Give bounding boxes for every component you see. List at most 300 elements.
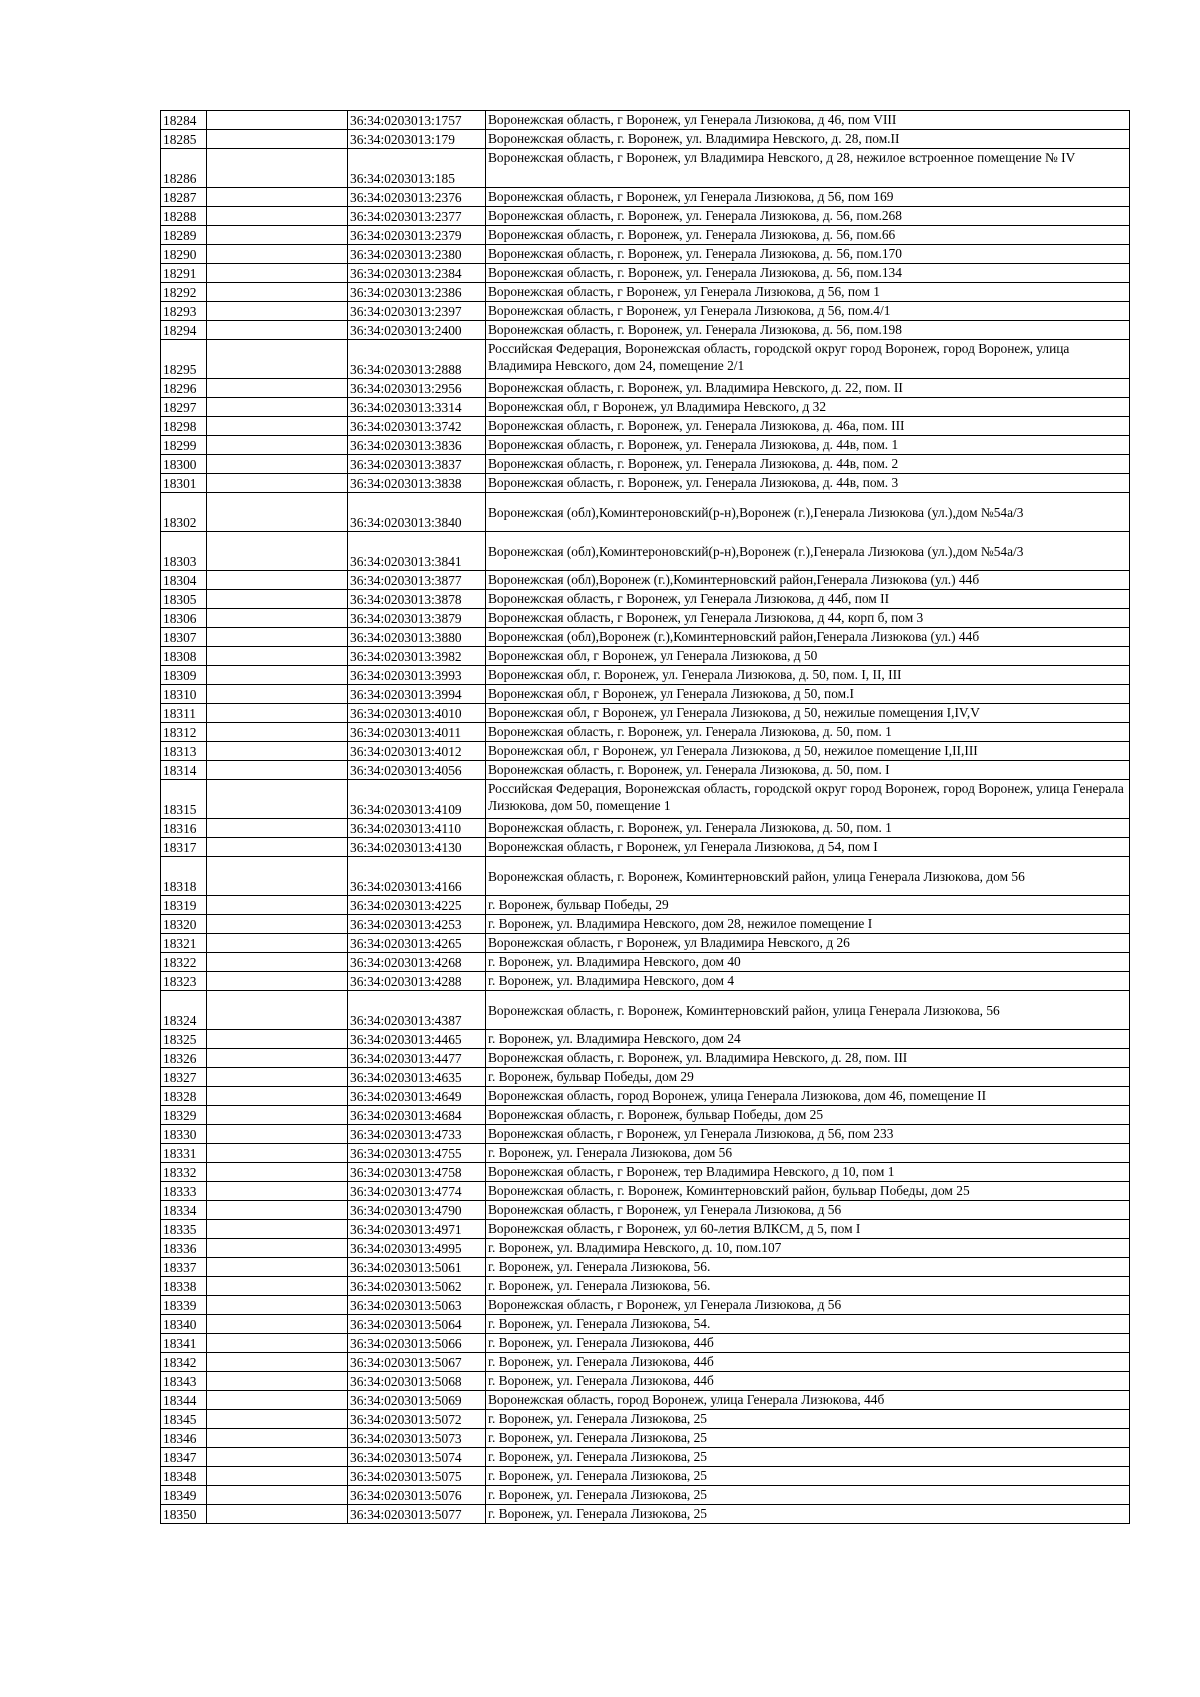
cadastral-number-cell: 36:34:0203013:4010 xyxy=(348,704,486,723)
row-number-cell: 18320 xyxy=(161,915,207,934)
empty-cell xyxy=(207,628,348,647)
empty-cell xyxy=(207,857,348,896)
empty-cell xyxy=(207,417,348,436)
row-number-cell: 18291 xyxy=(161,264,207,283)
cadastral-number-cell: 36:34:0203013:5072 xyxy=(348,1410,486,1429)
table-row xyxy=(161,1087,1130,1106)
address-cell: Воронежская область, г. Воронеж, ул. Генерала Лизюкова, д. 56, пом.268 xyxy=(486,207,1130,226)
table-row xyxy=(161,1220,1130,1239)
cadastral-number-cell: 36:34:0203013:3880 xyxy=(348,628,486,647)
cadastral-number-cell: 36:34:0203013:3993 xyxy=(348,666,486,685)
address-cell: Воронежская обл, г Воронеж, ул Генерала Лизюкова, д 50, нежилые помещения I,IV,V xyxy=(486,704,1130,723)
row-number-cell: 18300 xyxy=(161,455,207,474)
table-row xyxy=(161,532,1130,571)
address-cell: Воронежская область, г Воронеж, ул Генерала Лизюкова, д 56, пом 233 xyxy=(486,1125,1130,1144)
table-row xyxy=(161,340,1130,379)
row-number-cell: 18338 xyxy=(161,1277,207,1296)
cadastral-number-cell: 36:34:0203013:179 xyxy=(348,130,486,149)
address-cell: Воронежская область, г Воронеж, тер Владимира Невского, д 10, пом 1 xyxy=(486,1163,1130,1182)
row-number-cell: 18310 xyxy=(161,685,207,704)
table-row xyxy=(161,896,1130,915)
address-cell: Воронежская обл, г Воронеж, ул Генерала Лизюкова, д 50, нежилое помещение I,II,III xyxy=(486,742,1130,761)
address-cell: Воронежская область, г. Воронеж, ул. Генерала Лизюкова, д. 46а, пом. III xyxy=(486,417,1130,436)
table-row xyxy=(161,1106,1130,1125)
row-number-cell: 18326 xyxy=(161,1049,207,1068)
table-row xyxy=(161,1391,1130,1410)
row-number-cell: 18334 xyxy=(161,1201,207,1220)
cadastral-number-cell: 36:34:0203013:2377 xyxy=(348,207,486,226)
table-row xyxy=(161,1486,1130,1505)
cadastral-number-cell: 36:34:0203013:4477 xyxy=(348,1049,486,1068)
table-row xyxy=(161,474,1130,493)
empty-cell xyxy=(207,302,348,321)
row-number-cell: 18348 xyxy=(161,1467,207,1486)
table-row xyxy=(161,321,1130,340)
empty-cell xyxy=(207,972,348,991)
address-cell: г. Воронеж, ул. Генерала Лизюкова, 44б xyxy=(486,1353,1130,1372)
cadastral-number-cell: 36:34:0203013:3742 xyxy=(348,417,486,436)
row-number-cell: 18301 xyxy=(161,474,207,493)
address-cell: Воронежская область, г. Воронеж, Коминтерновский район, улица Генерала Лизюкова, дом 56 xyxy=(486,857,1130,896)
row-number-cell: 18337 xyxy=(161,1258,207,1277)
table-row xyxy=(161,111,1130,130)
table-row xyxy=(161,972,1130,991)
table-row xyxy=(161,666,1130,685)
table-row xyxy=(161,264,1130,283)
table-row xyxy=(161,398,1130,417)
table-row xyxy=(161,1448,1130,1467)
address-cell: г. Воронеж, ул. Генерала Лизюкова, 25 xyxy=(486,1486,1130,1505)
empty-cell xyxy=(207,1106,348,1125)
cadastral-number-cell: 36:34:0203013:4011 xyxy=(348,723,486,742)
address-cell: г. Воронеж, ул. Генерала Лизюкова, 25 xyxy=(486,1448,1130,1467)
empty-cell xyxy=(207,1505,348,1524)
table-row xyxy=(161,417,1130,436)
row-number-cell: 18327 xyxy=(161,1068,207,1087)
row-number-cell: 18308 xyxy=(161,647,207,666)
row-number-cell: 18309 xyxy=(161,666,207,685)
empty-cell xyxy=(207,953,348,972)
address-cell: г. Воронеж, бульвар Победы, дом 29 xyxy=(486,1068,1130,1087)
row-number-cell: 18328 xyxy=(161,1087,207,1106)
address-cell: Воронежская область, г. Воронеж, ул. Генерала Лизюкова, д. 56, пом.134 xyxy=(486,264,1130,283)
address-cell: Воронежская область, г. Воронеж, ул. Генерала Лизюкова, д. 56, пом.66 xyxy=(486,226,1130,245)
empty-cell xyxy=(207,838,348,857)
empty-cell xyxy=(207,1144,348,1163)
row-number-cell: 18284 xyxy=(161,111,207,130)
table-row xyxy=(161,857,1130,896)
cadastral-number-cell: 36:34:0203013:3841 xyxy=(348,532,486,571)
row-number-cell: 18294 xyxy=(161,321,207,340)
table-row xyxy=(161,1125,1130,1144)
table-row xyxy=(161,226,1130,245)
address-cell: Воронежская область, г Воронеж, ул Генерала Лизюкова, д 44б, пом II xyxy=(486,590,1130,609)
cadastral-number-cell: 36:34:0203013:1757 xyxy=(348,111,486,130)
row-number-cell: 18297 xyxy=(161,398,207,417)
table-row xyxy=(161,1182,1130,1201)
empty-cell xyxy=(207,704,348,723)
row-number-cell: 18307 xyxy=(161,628,207,647)
cadastral-number-cell: 36:34:0203013:2376 xyxy=(348,188,486,207)
row-number-cell: 18290 xyxy=(161,245,207,264)
address-cell: г. Воронеж, ул. Генерала Лизюкова, 25 xyxy=(486,1505,1130,1524)
empty-cell xyxy=(207,532,348,571)
empty-cell xyxy=(207,915,348,934)
empty-cell xyxy=(207,934,348,953)
cadastral-number-cell: 36:34:0203013:3878 xyxy=(348,590,486,609)
table-row xyxy=(161,1372,1130,1391)
table-row xyxy=(161,704,1130,723)
cadastral-number-cell: 36:34:0203013:3836 xyxy=(348,436,486,455)
cadastral-number-cell: 36:34:0203013:5073 xyxy=(348,1429,486,1448)
cadastral-number-cell: 36:34:0203013:2888 xyxy=(348,340,486,379)
address-cell: Воронежская область, г. Воронеж, ул. Генерала Лизюкова, д. 50, пом. 1 xyxy=(486,819,1130,838)
table-row xyxy=(161,379,1130,398)
empty-cell xyxy=(207,321,348,340)
address-cell: г. Воронеж, ул. Генерала Лизюкова, дом 56 xyxy=(486,1144,1130,1163)
empty-cell xyxy=(207,493,348,532)
cadastral-number-cell: 36:34:0203013:4755 xyxy=(348,1144,486,1163)
address-cell: Воронежская область, г. Воронеж, ул. Генерала Лизюкова, д. 56, пом.170 xyxy=(486,245,1130,264)
row-number-cell: 18319 xyxy=(161,896,207,915)
empty-cell xyxy=(207,1277,348,1296)
row-number-cell: 18343 xyxy=(161,1372,207,1391)
empty-cell xyxy=(207,1182,348,1201)
empty-cell xyxy=(207,1049,348,1068)
empty-cell xyxy=(207,1391,348,1410)
address-cell: Воронежская область, г Воронеж, ул Генерала Лизюкова, д 54, пом I xyxy=(486,838,1130,857)
table-row xyxy=(161,1315,1130,1334)
row-number-cell: 18287 xyxy=(161,188,207,207)
table-row xyxy=(161,493,1130,532)
row-number-cell: 18317 xyxy=(161,838,207,857)
table-row xyxy=(161,1144,1130,1163)
cadastral-number-cell: 36:34:0203013:4265 xyxy=(348,934,486,953)
address-cell: Воронежская область, г. Воронеж, ул. Генерала Лизюкова, д. 44в, пом. 3 xyxy=(486,474,1130,493)
row-number-cell: 18299 xyxy=(161,436,207,455)
empty-cell xyxy=(207,340,348,379)
address-cell: Воронежская область, г. Воронеж, ул. Владимира Невского, д. 22, пом. II xyxy=(486,379,1130,398)
row-number-cell: 18347 xyxy=(161,1448,207,1467)
empty-cell xyxy=(207,1448,348,1467)
table-row xyxy=(161,1068,1130,1087)
address-cell: Воронежская область, г Воронеж, ул Генерала Лизюкова, д 56 xyxy=(486,1296,1130,1315)
cadastral-number-cell: 36:34:0203013:4130 xyxy=(348,838,486,857)
table-row xyxy=(161,819,1130,838)
empty-cell xyxy=(207,590,348,609)
address-cell: г. Воронеж, ул. Владимира Невского, дом 40 xyxy=(486,953,1130,972)
row-number-cell: 18350 xyxy=(161,1505,207,1524)
address-cell: Воронежская обл, г Воронеж, ул Генерала Лизюкова, д 50, пом.I xyxy=(486,685,1130,704)
address-cell: Воронежская обл, г. Воронеж, ул. Генерала Лизюкова, д. 50, пом. I, II, III xyxy=(486,666,1130,685)
cadastral-number-cell: 36:34:0203013:4166 xyxy=(348,857,486,896)
empty-cell xyxy=(207,819,348,838)
table-row xyxy=(161,742,1130,761)
empty-cell xyxy=(207,398,348,417)
cadastral-number-cell: 36:34:0203013:5069 xyxy=(348,1391,486,1410)
row-number-cell: 18295 xyxy=(161,340,207,379)
table-row xyxy=(161,188,1130,207)
row-number-cell: 18296 xyxy=(161,379,207,398)
row-number-cell: 18315 xyxy=(161,780,207,819)
table-row xyxy=(161,283,1130,302)
row-number-cell: 18298 xyxy=(161,417,207,436)
address-cell: Воронежская область, г. Воронеж, Коминтерновский район, улица Генерала Лизюкова, 56 xyxy=(486,991,1130,1030)
empty-cell xyxy=(207,1486,348,1505)
empty-cell xyxy=(207,1087,348,1106)
table-row xyxy=(161,761,1130,780)
address-cell: г. Воронеж, ул. Владимира Невского, д. 10, пом.107 xyxy=(486,1239,1130,1258)
table-row xyxy=(161,302,1130,321)
address-cell: Воронежская область, г Воронеж, ул Генерала Лизюкова, д 56 xyxy=(486,1201,1130,1220)
table-row xyxy=(161,1201,1130,1220)
cadastral-number-cell: 36:34:0203013:2400 xyxy=(348,321,486,340)
empty-cell xyxy=(207,896,348,915)
row-number-cell: 18286 xyxy=(161,149,207,188)
empty-cell xyxy=(207,1258,348,1277)
cadastral-number-cell: 36:34:0203013:2384 xyxy=(348,264,486,283)
cadastral-number-cell: 36:34:0203013:3994 xyxy=(348,685,486,704)
row-number-cell: 18313 xyxy=(161,742,207,761)
address-cell: г. Воронеж, бульвар Победы, 29 xyxy=(486,896,1130,915)
cadastral-number-cell: 36:34:0203013:4387 xyxy=(348,991,486,1030)
empty-cell xyxy=(207,1296,348,1315)
cadastral-number-cell: 36:34:0203013:3840 xyxy=(348,493,486,532)
address-cell: Воронежская область, г Воронеж, ул Владимира Невского, д 28, нежилое встроенное помещение № IV xyxy=(486,149,1130,188)
cadastral-number-cell: 36:34:0203013:4012 xyxy=(348,742,486,761)
row-number-cell: 18331 xyxy=(161,1144,207,1163)
table-row xyxy=(161,1277,1130,1296)
empty-cell xyxy=(207,1125,348,1144)
table-row xyxy=(161,130,1130,149)
empty-cell xyxy=(207,1372,348,1391)
address-cell: Воронежская обл, г Воронеж, ул Генерала Лизюкова, д 50 xyxy=(486,647,1130,666)
table-row xyxy=(161,1410,1130,1429)
cadastral-number-cell: 36:34:0203013:2386 xyxy=(348,283,486,302)
row-number-cell: 18321 xyxy=(161,934,207,953)
row-number-cell: 18335 xyxy=(161,1220,207,1239)
table-row xyxy=(161,436,1130,455)
empty-cell xyxy=(207,723,348,742)
row-number-cell: 18323 xyxy=(161,972,207,991)
cadastral-number-cell: 36:34:0203013:5063 xyxy=(348,1296,486,1315)
table-row xyxy=(161,1239,1130,1258)
cadastral-number-cell: 36:34:0203013:4995 xyxy=(348,1239,486,1258)
cadastral-number-cell: 36:34:0203013:5067 xyxy=(348,1353,486,1372)
cadastral-number-cell: 36:34:0203013:4774 xyxy=(348,1182,486,1201)
address-cell: г. Воронеж, ул. Генерала Лизюкова, 25 xyxy=(486,1467,1130,1486)
table-row xyxy=(161,245,1130,264)
address-cell: Воронежская (обл),Коминтероновский(р-н),Воронеж (г.),Генерала Лизюкова (ул.),дом №54а/3 xyxy=(486,493,1130,532)
empty-cell xyxy=(207,991,348,1030)
row-number-cell: 18341 xyxy=(161,1334,207,1353)
row-number-cell: 18312 xyxy=(161,723,207,742)
row-number-cell: 18285 xyxy=(161,130,207,149)
table-row xyxy=(161,1049,1130,1068)
cadastral-number-cell: 36:34:0203013:3879 xyxy=(348,609,486,628)
cadastral-number-cell: 36:34:0203013:5076 xyxy=(348,1486,486,1505)
table-row xyxy=(161,1429,1130,1448)
table-row xyxy=(161,571,1130,590)
table-row xyxy=(161,1467,1130,1486)
table-row xyxy=(161,628,1130,647)
cadastral-number-cell: 36:34:0203013:5075 xyxy=(348,1467,486,1486)
address-cell: г. Воронеж, ул. Генерала Лизюкова, 25 xyxy=(486,1410,1130,1429)
cadastral-number-cell: 36:34:0203013:5061 xyxy=(348,1258,486,1277)
row-number-cell: 18349 xyxy=(161,1486,207,1505)
empty-cell xyxy=(207,264,348,283)
empty-cell xyxy=(207,111,348,130)
cadastral-number-cell: 36:34:0203013:2380 xyxy=(348,245,486,264)
empty-cell xyxy=(207,245,348,264)
address-cell: Воронежская область, г. Воронеж, ул. Генерала Лизюкова, д. 44в, пом. 1 xyxy=(486,436,1130,455)
empty-cell xyxy=(207,226,348,245)
table-row xyxy=(161,455,1130,474)
cadastral-number-cell: 36:34:0203013:2956 xyxy=(348,379,486,398)
row-number-cell: 18311 xyxy=(161,704,207,723)
row-number-cell: 18333 xyxy=(161,1182,207,1201)
cadastral-number-cell: 36:34:0203013:5068 xyxy=(348,1372,486,1391)
address-cell: г. Воронеж, ул. Генерала Лизюкова, 25 xyxy=(486,1429,1130,1448)
empty-cell xyxy=(207,761,348,780)
empty-cell xyxy=(207,130,348,149)
table-row xyxy=(161,953,1130,972)
cadastral-number-cell: 36:34:0203013:4056 xyxy=(348,761,486,780)
table-row xyxy=(161,590,1130,609)
table-row xyxy=(161,780,1130,819)
address-cell: Воронежская область, г Воронеж, ул Генерала Лизюкова, д 44, корп б, пом 3 xyxy=(486,609,1130,628)
empty-cell xyxy=(207,609,348,628)
empty-cell xyxy=(207,685,348,704)
cadastral-number-cell: 36:34:0203013:4649 xyxy=(348,1087,486,1106)
cadastral-number-cell: 36:34:0203013:5064 xyxy=(348,1315,486,1334)
empty-cell xyxy=(207,1220,348,1239)
address-cell: Воронежская обл, г Воронеж, ул Владимира Невского, д 32 xyxy=(486,398,1130,417)
empty-cell xyxy=(207,149,348,188)
cadastral-number-cell: 36:34:0203013:2379 xyxy=(348,226,486,245)
address-cell: Воронежская область, г. Воронеж, ул. Генерала Лизюкова, д. 44в, пом. 2 xyxy=(486,455,1130,474)
empty-cell xyxy=(207,571,348,590)
cadastral-number-cell: 36:34:0203013:4635 xyxy=(348,1068,486,1087)
row-number-cell: 18304 xyxy=(161,571,207,590)
row-number-cell: 18322 xyxy=(161,953,207,972)
row-number-cell: 18340 xyxy=(161,1315,207,1334)
row-number-cell: 18318 xyxy=(161,857,207,896)
row-number-cell: 18289 xyxy=(161,226,207,245)
empty-cell xyxy=(207,1410,348,1429)
empty-cell xyxy=(207,1315,348,1334)
address-cell: Воронежская (обл),Воронеж (г.),Коминтерновский район,Генерала Лизюкова (ул.) 44б xyxy=(486,628,1130,647)
address-cell: Воронежская область, г. Воронеж, ул. Генерала Лизюкова, д. 56, пом.198 xyxy=(486,321,1130,340)
table-row xyxy=(161,934,1130,953)
empty-cell xyxy=(207,1068,348,1087)
cadastral-number-cell: 36:34:0203013:4971 xyxy=(348,1220,486,1239)
address-cell: Российская Федерация, Воронежская область, городской округ город Воронеж, город Воронеж, улица Владимира Невского, дом 24, помещение 2/1 xyxy=(486,340,1130,379)
row-number-cell: 18288 xyxy=(161,207,207,226)
address-cell: г. Воронеж, ул. Владимира Невского, дом 24 xyxy=(486,1030,1130,1049)
empty-cell xyxy=(207,1429,348,1448)
empty-cell xyxy=(207,1201,348,1220)
address-cell: Воронежская область, г. Воронеж, ул. Владимира Невского, д. 28, пом.II xyxy=(486,130,1130,149)
cadastral-number-cell: 36:34:0203013:4465 xyxy=(348,1030,486,1049)
address-cell: Воронежская область, г Воронеж, ул Генерала Лизюкова, д 56, пом 1 xyxy=(486,283,1130,302)
cadastral-number-cell: 36:34:0203013:3982 xyxy=(348,647,486,666)
address-cell: г. Воронеж, ул. Генерала Лизюкова, 56. xyxy=(486,1277,1130,1296)
empty-cell xyxy=(207,379,348,398)
address-cell: Воронежская (обл),Коминтероновский(р-н),Воронеж (г.),Генерала Лизюкова (ул.),дом №54а/3 xyxy=(486,532,1130,571)
address-cell: Воронежская область, г. Воронеж, ул. Генерала Лизюкова, д. 50, пом. I xyxy=(486,761,1130,780)
cadastral-number-cell: 36:34:0203013:3837 xyxy=(348,455,486,474)
address-cell: Воронежская область, г Воронеж, ул 60-летия ВЛКСМ, д 5, пом I xyxy=(486,1220,1130,1239)
row-number-cell: 18303 xyxy=(161,532,207,571)
empty-cell xyxy=(207,1163,348,1182)
row-number-cell: 18346 xyxy=(161,1429,207,1448)
property-registry-table xyxy=(160,110,1130,1524)
table-row xyxy=(161,647,1130,666)
empty-cell xyxy=(207,188,348,207)
cadastral-number-cell: 36:34:0203013:3838 xyxy=(348,474,486,493)
address-cell: Российская Федерация, Воронежская область, городской округ город Воронеж, город Воронеж, улица Генерала Лизюкова, дом 50, помещение 1 xyxy=(486,780,1130,819)
row-number-cell: 18293 xyxy=(161,302,207,321)
row-number-cell: 18344 xyxy=(161,1391,207,1410)
address-cell: г. Воронеж, ул. Генерала Лизюкова, 56. xyxy=(486,1258,1130,1277)
address-cell: Воронежская область, г Воронеж, ул Генерала Лизюкова, д 56, пом 169 xyxy=(486,188,1130,207)
row-number-cell: 18336 xyxy=(161,1239,207,1258)
address-cell: г. Воронеж, ул. Генерала Лизюкова, 44б xyxy=(486,1334,1130,1353)
empty-cell xyxy=(207,1353,348,1372)
cadastral-number-cell: 36:34:0203013:185 xyxy=(348,149,486,188)
empty-cell xyxy=(207,1334,348,1353)
address-cell: Воронежская область, г. Воронеж, ул. Владимира Невского, д. 28, пом. III xyxy=(486,1049,1130,1068)
empty-cell xyxy=(207,647,348,666)
empty-cell xyxy=(207,1030,348,1049)
table-row xyxy=(161,915,1130,934)
address-cell: г. Воронеж, ул. Генерала Лизюкова, 54. xyxy=(486,1315,1130,1334)
cadastral-number-cell: 36:34:0203013:5066 xyxy=(348,1334,486,1353)
table-row xyxy=(161,1296,1130,1315)
empty-cell xyxy=(207,742,348,761)
empty-cell xyxy=(207,207,348,226)
address-cell: Воронежская область, город Воронеж, улица Генерала Лизюкова, дом 46, помещение II xyxy=(486,1087,1130,1106)
table-row xyxy=(161,1258,1130,1277)
empty-cell xyxy=(207,455,348,474)
table-row xyxy=(161,723,1130,742)
address-cell: Воронежская область, г Воронеж, ул Генерала Лизюкова, д 46, пом VIII xyxy=(486,111,1130,130)
address-cell: Воронежская область, г Воронеж, ул Владимира Невского, д 26 xyxy=(486,934,1130,953)
cadastral-number-cell: 36:34:0203013:2397 xyxy=(348,302,486,321)
address-cell: Воронежская область, г. Воронеж, ул. Генерала Лизюкова, д. 50, пом. 1 xyxy=(486,723,1130,742)
empty-cell xyxy=(207,666,348,685)
row-number-cell: 18305 xyxy=(161,590,207,609)
row-number-cell: 18316 xyxy=(161,819,207,838)
cadastral-number-cell: 36:34:0203013:5074 xyxy=(348,1448,486,1467)
cadastral-number-cell: 36:34:0203013:4790 xyxy=(348,1201,486,1220)
table-row xyxy=(161,1163,1130,1182)
cadastral-number-cell: 36:34:0203013:4268 xyxy=(348,953,486,972)
empty-cell xyxy=(207,283,348,302)
address-cell: г. Воронеж, ул. Владимира Невского, дом 28, нежилое помещение I xyxy=(486,915,1130,934)
table-row xyxy=(161,207,1130,226)
row-number-cell: 18332 xyxy=(161,1163,207,1182)
table-row xyxy=(161,1353,1130,1372)
row-number-cell: 18314 xyxy=(161,761,207,780)
cadastral-number-cell: 36:34:0203013:3877 xyxy=(348,571,486,590)
cadastral-number-cell: 36:34:0203013:5062 xyxy=(348,1277,486,1296)
cadastral-number-cell: 36:34:0203013:4225 xyxy=(348,896,486,915)
row-number-cell: 18324 xyxy=(161,991,207,1030)
address-cell: г. Воронеж, ул. Генерала Лизюкова, 44б xyxy=(486,1372,1130,1391)
cadastral-number-cell: 36:34:0203013:4684 xyxy=(348,1106,486,1125)
